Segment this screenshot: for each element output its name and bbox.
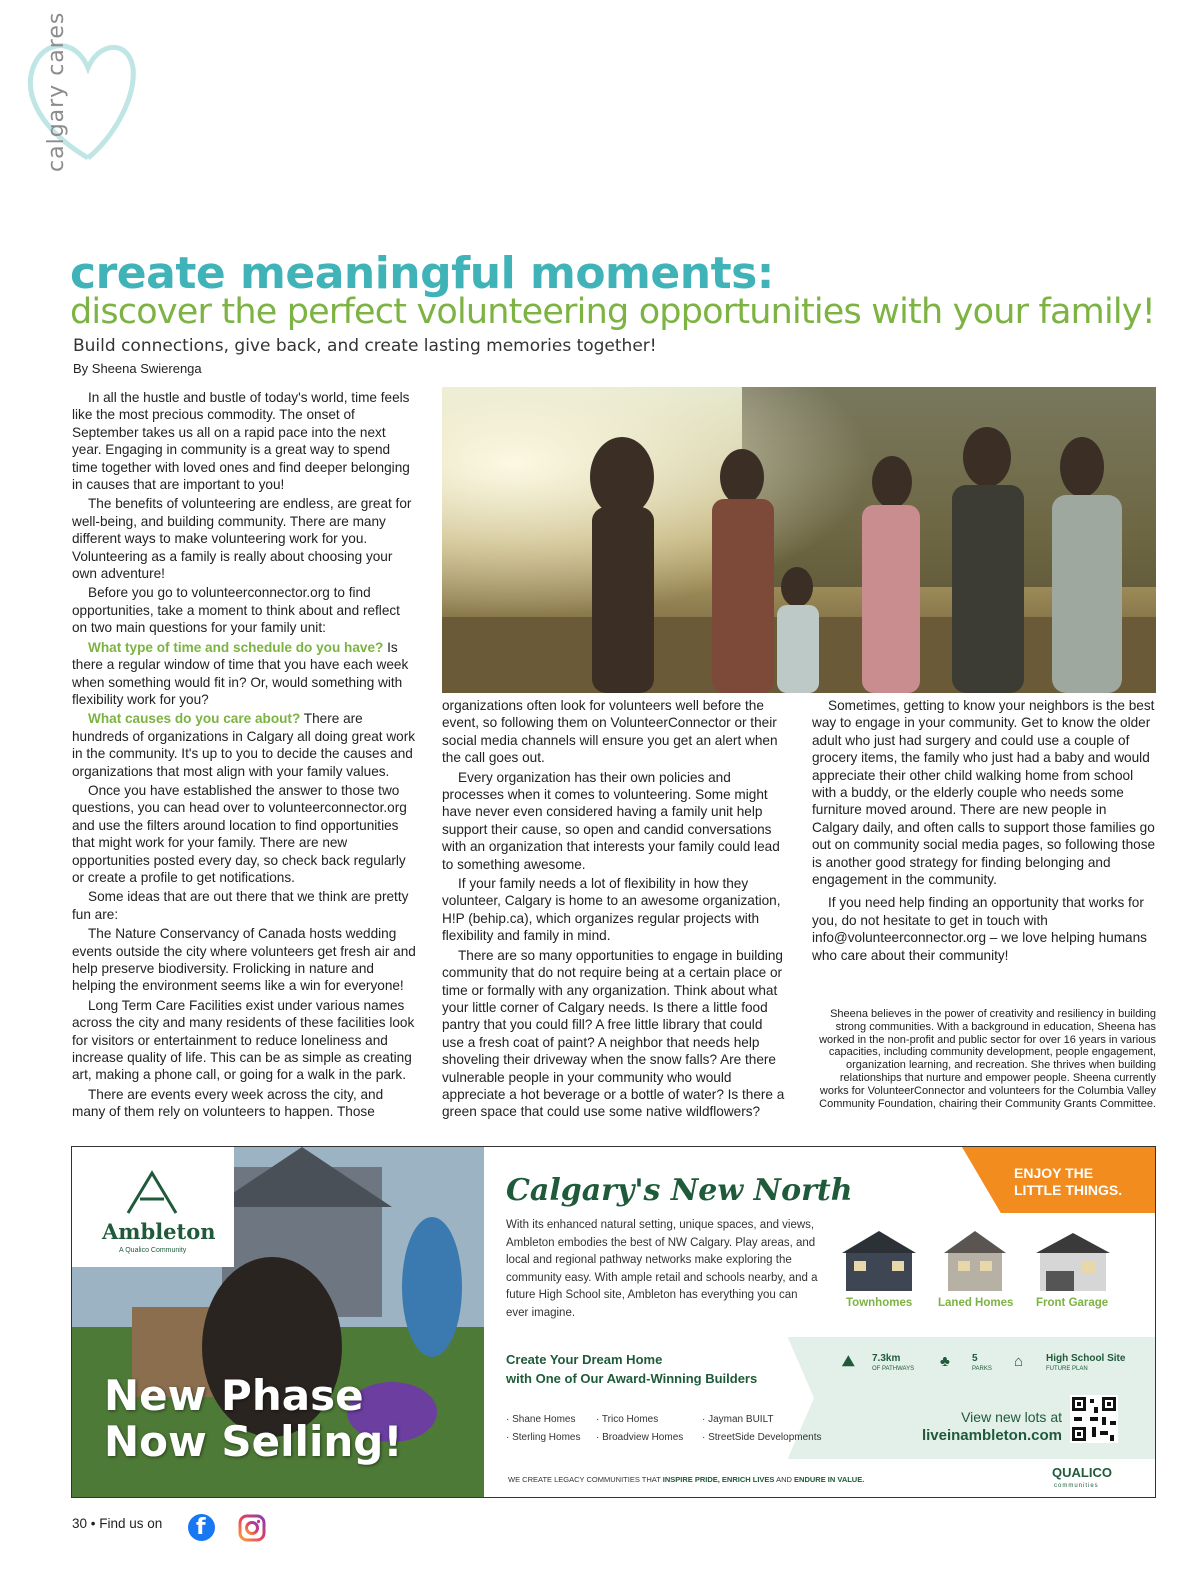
paragraph: Once you have established the answer to those two questions, you can head over to volunteerconnector.org and use the filters around location to find opportunities that might work for your family. There are new opportunities posted every day, so check back regularly or create a profile to get notifications. (72, 782, 407, 885)
paragraph: organizations often look for volunteers well before the event, so following them on VolunteerConnector or their social media channels will ensure you get an alert when the call goes out. (442, 698, 778, 766)
page-footer: 30 • Find us on (72, 1516, 163, 1531)
paragraph: If you need help finding an opportunity that works for you, do not hesitate to get in touch with info@volunteerconnector.org – we love helping humans who care about their community! (812, 895, 1147, 963)
paragraph (72, 639, 416, 709)
stat-value: 5 (972, 1353, 978, 1364)
stat-label: FUTURE PLAN (1046, 1366, 1088, 1372)
heart-icon (18, 28, 148, 178)
builder-item: · Jayman BUILT (702, 1414, 774, 1425)
paragraph: Every organization has their own policies and processes when it comes to volunteering. Some might have never even considered having a family unit help support their cause, so open and candid conversations with an organization that interests your family could lead to something awesome. (442, 769, 780, 872)
home-type-laned-homes: Laned Homes (938, 1297, 1014, 1309)
builder-item: · StreetSide Developments (702, 1432, 822, 1443)
paragraph: Long Term Care Facilities exist under various names across the city and many residents of these facilities look for visitors or entertainment to reduce loneliness and increase quality of life. This can be as simple as creating art, making a phone call, or going for a walk in the park. (72, 997, 415, 1083)
page-number: 30 (72, 1516, 88, 1531)
ad-tagline (508, 1475, 864, 1484)
paragraph: Some ideas that are out there that we think are pretty fun are: (72, 889, 409, 922)
question-text: Is there a regular window of time that you have each week when something would fit in? Or, would something with flexibility work for you? (72, 639, 409, 707)
tagline-part: AND (774, 1475, 795, 1484)
ad-headline (104, 1373, 402, 1465)
article-column-1 (72, 389, 416, 1123)
paragraph: Before you go to volunteerconnector.org to find opportunities, take a moment to think about and reflect on two main questions for your family unit: (72, 585, 400, 636)
website-link[interactable]: liveinambleton.com (921, 1427, 1062, 1444)
headline-line: New Phase (104, 1371, 364, 1420)
laned-home-image (932, 1227, 1018, 1297)
paragraph: If your family needs a lot of flexibility in how they volunteer, Calgary is home to an awesome organization, H!P (behip.ca), which organizes regular projects with flexibility and family in mind. (442, 876, 781, 944)
paragraph: The Nature Conservancy of Canada hosts wedding events outside the city where volunteers get fresh air and help preserve biodiversity. Frolicking in nature and helping the environment seems like a win for everyone! (72, 926, 416, 994)
stat-high-school (1046, 1353, 1125, 1372)
builder-item: · Trico Homes (596, 1414, 659, 1425)
stat-pathways (872, 1353, 914, 1372)
builder-item: · Shane Homes (506, 1414, 576, 1425)
tagline-part: WE CREATE LEGACY COMMUNITIES THAT (508, 1475, 663, 1484)
paragraph: Sometimes, getting to know your neighbors is the best way to engage in your community. Get to know the older adult who just had surgery and could use a couple of grocery items, the family who just had a baby and would appreciate their other child walking home from school with a buddy, or the elderly couple who needs some furniture moved around. There are new people in Calgary daily, and often calls to support those families go out on community social media pages, so following those is another good strategy for finding belonging and engagement in the community. (812, 698, 1156, 888)
qualico-subtitle: communities (1054, 1483, 1099, 1489)
headline-line: Now Selling! (104, 1417, 403, 1466)
ad-title: Calgary's New North (506, 1173, 853, 1208)
ribbon-line: LITTLE THINGS. (1014, 1182, 1123, 1198)
create-line: with One of Our Award-Winning Builders (506, 1371, 758, 1386)
find-us-text: Find us on (99, 1516, 163, 1531)
ambleton-logo-panel (72, 1147, 234, 1267)
ribbon-text (1014, 1165, 1122, 1199)
question-text: There are hundreds of organizations in Calgary all doing great work in the community. It's up to you to decide the causes and organizations that most align with your family values. (72, 711, 416, 779)
home-type-front-garage: Front Garage (1036, 1297, 1109, 1309)
front-garage-home-image (1030, 1227, 1116, 1297)
stat-value: 7.3km (872, 1353, 901, 1364)
tagline-bold: ENDURE IN VALUE. (794, 1475, 865, 1484)
volunteers-photo (442, 387, 1156, 693)
question-highlight: What causes do you care about? (88, 711, 301, 727)
paragraph: The benefits of volunteering are endless, are great for well-being, and building community. There are many different ways to make volunteering work for you. Volunteering as a family is really about choosing your own adventure! (72, 496, 412, 582)
byline: By Sheena Swierenga (73, 361, 202, 376)
article-subtitle: discover the perfect volunteering opportunities with your family! (70, 292, 1155, 332)
park-icon: ♣ (940, 1353, 950, 1370)
author-bio: Sheena believes in the power of creativity and resiliency in building strong communities. With a background in education, Sheena has worked in the non-profit and public sector for over 16 years in various capacities, including community development, people engagement, organization learning, and recreation. She thrives when building relationships that nurture and empower people. Sheena currently works for VolunteerConnector and volunteers for the Columbia Valley Community Foundation, chairing their Community Grants Committee. (819, 1008, 1156, 1110)
paragraph (72, 710, 416, 780)
builder-item: · Broadview Homes (596, 1432, 684, 1443)
ambleton-brand: Ambleton (102, 1219, 216, 1244)
paragraph: In all the hustle and bustle of today's world, time feels like the most precious commodity. The onset of September takes us all on a rapid pace into the next year. Engaging in community is a great way to spend time together with loved ones and find deeper belonging in causes that are important to you! (72, 390, 410, 493)
article-column-2 (442, 697, 786, 1123)
stat-label: OF PATHWAYS (872, 1366, 915, 1372)
stat-value: High School Site (1046, 1353, 1126, 1364)
pathways-icon: ⛰ (842, 1353, 855, 1370)
view-lots-text: View new lots at (961, 1409, 1062, 1425)
ribbon-line: ENJOY THE (1014, 1165, 1094, 1181)
stat-parks (972, 1353, 992, 1372)
townhome-image (836, 1227, 922, 1297)
ad-body: With its enhanced natural setting, unique spaces, and views, Ambleton embodies the best of NW Calgary. Play areas, and local and regional pathway networks make exploring the community easy. With ample retail and schools nearby, and a future High School site, Ambleton has everything you can ever imagine. (506, 1219, 818, 1319)
instagram-icon[interactable] (238, 1514, 266, 1542)
ad-content (484, 1147, 1156, 1498)
question-highlight: What type of time and schedule do you have? (88, 639, 384, 655)
article-title: create meaningful moments: (70, 248, 774, 299)
article-deck: Build connections, give back, and create lasting memories together! (73, 336, 657, 356)
create-line: Create Your Dream Home (506, 1352, 663, 1367)
qr-code-icon[interactable] (1070, 1395, 1118, 1443)
ambleton-logo-icon (124, 1169, 180, 1215)
school-icon: ⌂ (1014, 1353, 1024, 1370)
stat-label: PARKS (972, 1366, 992, 1372)
article-column-3 (812, 697, 1156, 966)
facebook-icon[interactable]: f (188, 1514, 215, 1541)
ambleton-advertisement[interactable] (71, 1146, 1156, 1498)
section-label: calgary cares (44, 11, 69, 172)
home-type-townhomes: Townhomes (846, 1297, 913, 1309)
paragraph: There are so many opportunities to engage in building community that do not require being at a certain place or time or formally with any organization. Think about what your little corner of Calgary needs. Is there a little food pantry that you could fill? A free little library that could use a fresh coat of paint? A neighbor that needs help shoveling their driveway when the snow falls? Are there vulnerable people in your community who would appreciate a hot beverage or a bottle of water? Is there a green space that could use some native wildflowers? (442, 947, 785, 1120)
tagline-bold: INSPIRE PRIDE, ENRICH LIVES (662, 1475, 775, 1484)
paragraph: There are events every week across the city, and many of them rely on volunteers to happen. Those (72, 1086, 384, 1120)
create-dream-home (506, 1350, 757, 1388)
qualico-logo: QUALICO (1052, 1465, 1112, 1480)
builder-item: · Sterling Homes (506, 1432, 581, 1443)
brand-subtitle: A Qualico Community (119, 1247, 187, 1254)
